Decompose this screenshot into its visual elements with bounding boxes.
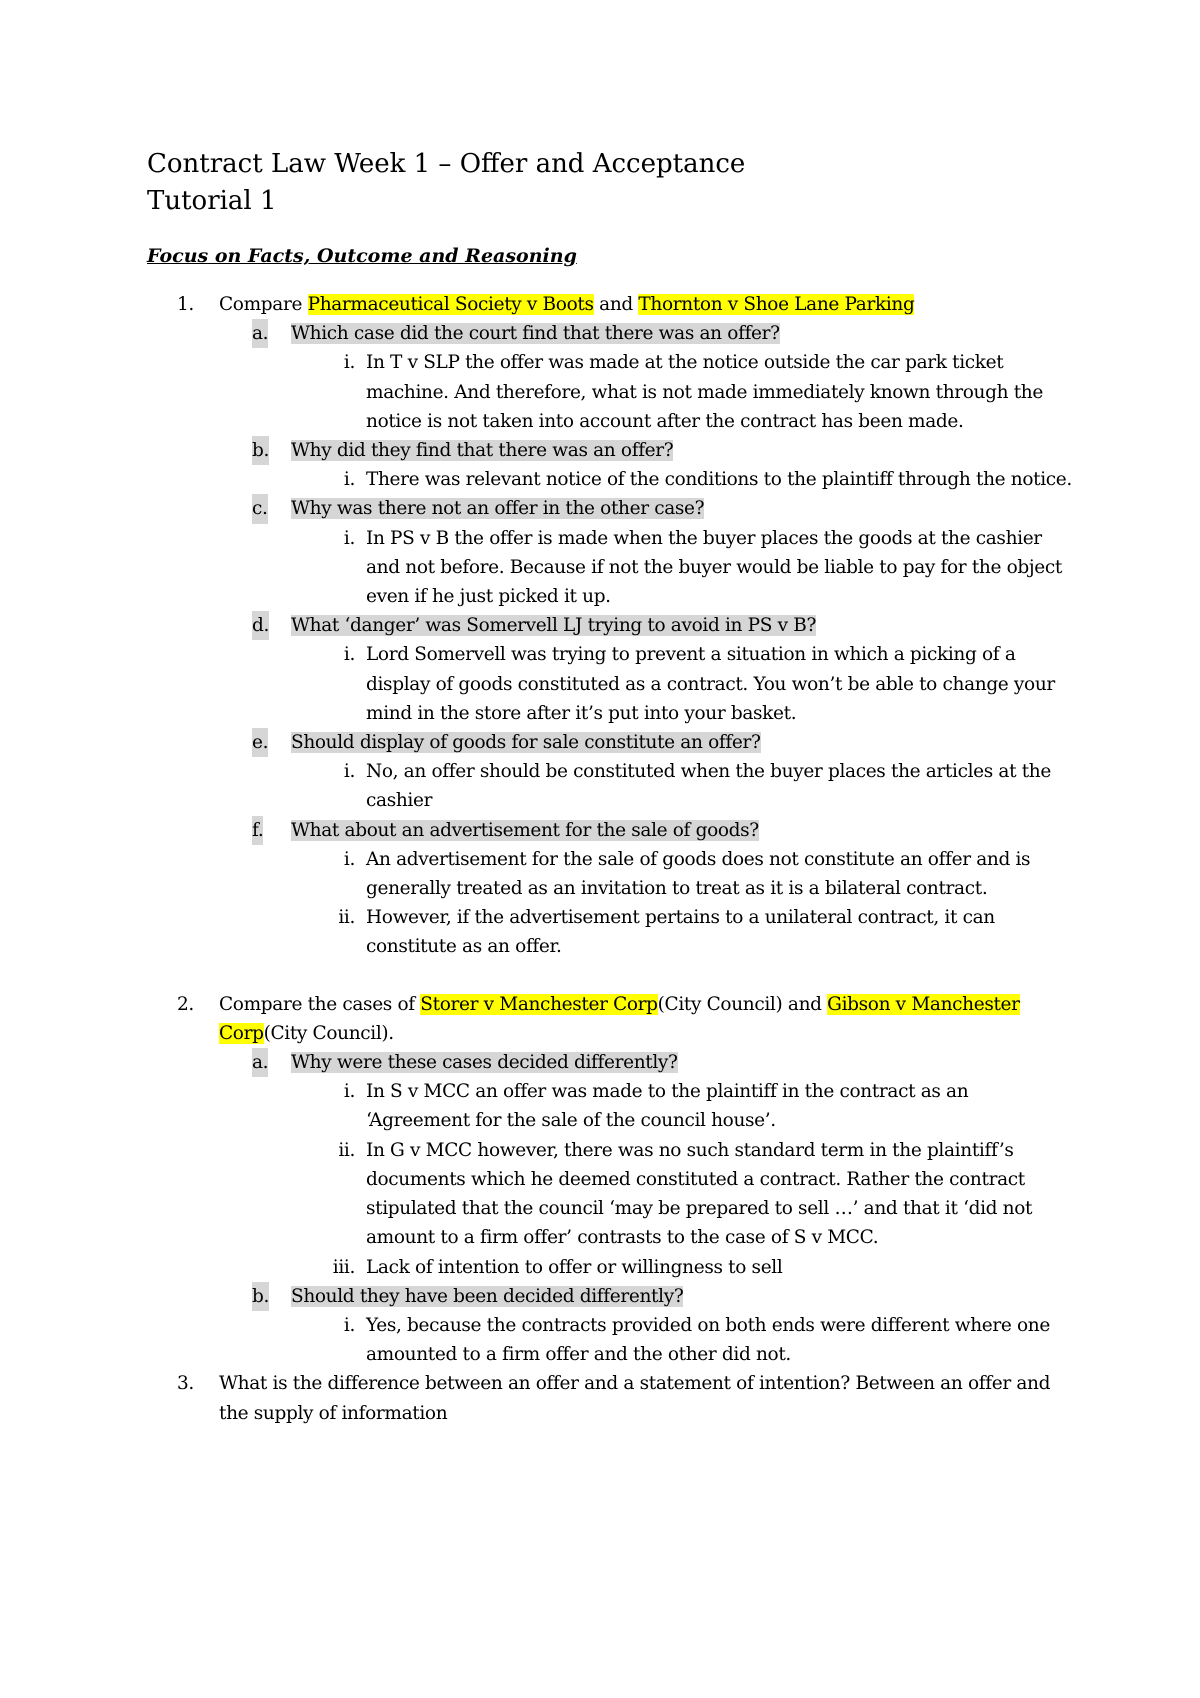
answer <box>147 640 1077 728</box>
question-3 <box>147 1369 1077 1427</box>
section-heading: Focus on Facts, Outcome and Reasoning <box>147 245 577 267</box>
question-text: What is the difference between an offer and a statement of intention? Between an offer and the supply of information <box>219 1373 1051 1424</box>
answer <box>147 1136 1077 1253</box>
question-text: Compare Pharmaceutical Society v Boots and Thornton v Shoe Lane Parking <box>219 294 915 315</box>
case-highlight: Pharmaceutical Society v Boots <box>307 294 594 315</box>
sub-letter: c. <box>252 494 268 523</box>
answer <box>147 903 1077 961</box>
sub-text: What about an advertisement for the sale of goods? <box>291 819 759 841</box>
sub-letter: f. <box>252 816 263 845</box>
answer <box>147 845 1077 903</box>
answer <box>147 1077 1077 1135</box>
title-line-1: Contract Law Week 1 – Offer and Acceptance <box>147 149 746 179</box>
document-title <box>147 146 1077 220</box>
subquestion-c <box>147 494 1077 523</box>
answer <box>147 1253 1077 1282</box>
question-number: 3. <box>177 1373 194 1395</box>
answer-text: However, if the advertisement pertains to a unilateral contract, it can constitute as an offer. <box>366 907 995 958</box>
answer-number: i. <box>343 761 355 783</box>
answer-text: Yes, because the contracts provided on both ends were different where one amounted to a firm offer and the other did not. <box>366 1314 1050 1366</box>
answer-number: i. <box>343 1314 355 1336</box>
subquestion-d <box>147 611 1077 640</box>
title-line-2: Tutorial 1 <box>147 186 277 216</box>
subquestion-e <box>147 728 1077 757</box>
answer-text: Lack of intention to offer or willingness to sell <box>366 1256 783 1278</box>
subquestion-b <box>147 1282 1077 1311</box>
case-highlight: Gibson v Manchester Corp <box>219 993 1020 1044</box>
answer-number: ii. <box>338 1139 355 1161</box>
sub-text: Which case did the court find that there was an offer? <box>291 323 780 345</box>
sub-text: What ‘danger’ was Somervell LJ trying to avoid in PS v B? <box>291 615 817 637</box>
subquestion-a <box>147 319 1077 348</box>
answer <box>147 1311 1077 1369</box>
answer <box>147 348 1077 436</box>
question-number: 2. <box>177 993 194 1015</box>
case-highlight: Thornton v Shoe Lane Parking <box>638 294 915 315</box>
sub-letter: b. <box>252 1282 269 1311</box>
answer-number: i. <box>343 644 355 666</box>
answer-number: i. <box>343 1081 355 1103</box>
question-number: 1. <box>177 294 194 315</box>
question-1 <box>147 290 1077 962</box>
sub-text: Why were these cases decided differently? <box>291 1052 678 1074</box>
sub-text: Should display of goods for sale constitute an offer? <box>291 732 761 754</box>
subquestion-b <box>147 436 1077 465</box>
document-page <box>147 146 1077 1428</box>
sub-text: Should they have been decided differently? <box>291 1285 684 1307</box>
answer <box>147 524 1077 612</box>
answer-text: Lord Somervell was trying to prevent a situation in which a picking of a display of goods constituted as a contract. You won’t be able to change your mind in the store after it’s put into your basket. <box>366 644 1055 724</box>
answer <box>147 465 1077 494</box>
answer-number: i. <box>343 352 355 374</box>
question-text: Compare the cases of Storer v Manchester Corp(City Council) and Gibson v Manchester Corp(City Council). <box>219 993 1020 1044</box>
answer-text: In PS v B the offer is made when the buyer places the goods at the cashier and not before. Because if not the buyer would be liable to pay for the object even if he just picked it up. <box>366 527 1062 608</box>
subquestion-a <box>147 1048 1077 1077</box>
sub-letter: a. <box>252 1048 268 1077</box>
answer-number: ii. <box>338 907 355 929</box>
answer-text: In G v MCC however, there was no such standard term in the plaintiff’s documents which he deemed constituted a contract. Rather the contract stipulated that the council ‘may be prepared to sell …’ and that it ‘did not amount to a firm offer’ contrasts to the case of S v MCC. <box>366 1139 1033 1249</box>
answer-number: i. <box>343 848 355 870</box>
sub-letter: e. <box>252 728 268 757</box>
sub-text: Why was there not an offer in the other case? <box>291 498 705 520</box>
answer <box>147 757 1077 815</box>
answer-text: In T v SLP the offer was made at the notice outside the car park ticket machine. And therefore, what is not made immediately known through the notice is not taken into account after the contract has been made. <box>366 352 1043 432</box>
sub-letter: b. <box>252 436 269 465</box>
answer-number: i. <box>343 469 355 491</box>
subquestion-f <box>147 816 1077 845</box>
sub-letter: a. <box>252 319 268 348</box>
answer-text: There was relevant notice of the conditions to the plaintiff through the notice. <box>366 469 1072 491</box>
answer-text: No, an offer should be constituted when the buyer places the articles at the cashier <box>366 761 1051 812</box>
case-highlight: Storer v Manchester Corp <box>420 993 658 1015</box>
answer-text: In S v MCC an offer was made to the plaintiff in the contract as an ‘Agreement for the sale of the council house’. <box>366 1081 969 1132</box>
answer-text: An advertisement for the sale of goods does not constitute an offer and is generally treated as an invitation to treat as it is a bilateral contract. <box>366 848 1031 900</box>
answer-number: iii. <box>332 1256 355 1278</box>
sub-text: Why did they find that there was an offer? <box>291 440 674 462</box>
question-2 <box>147 990 1077 1370</box>
answer-number: i. <box>343 527 355 549</box>
sub-letter: d. <box>252 611 269 640</box>
